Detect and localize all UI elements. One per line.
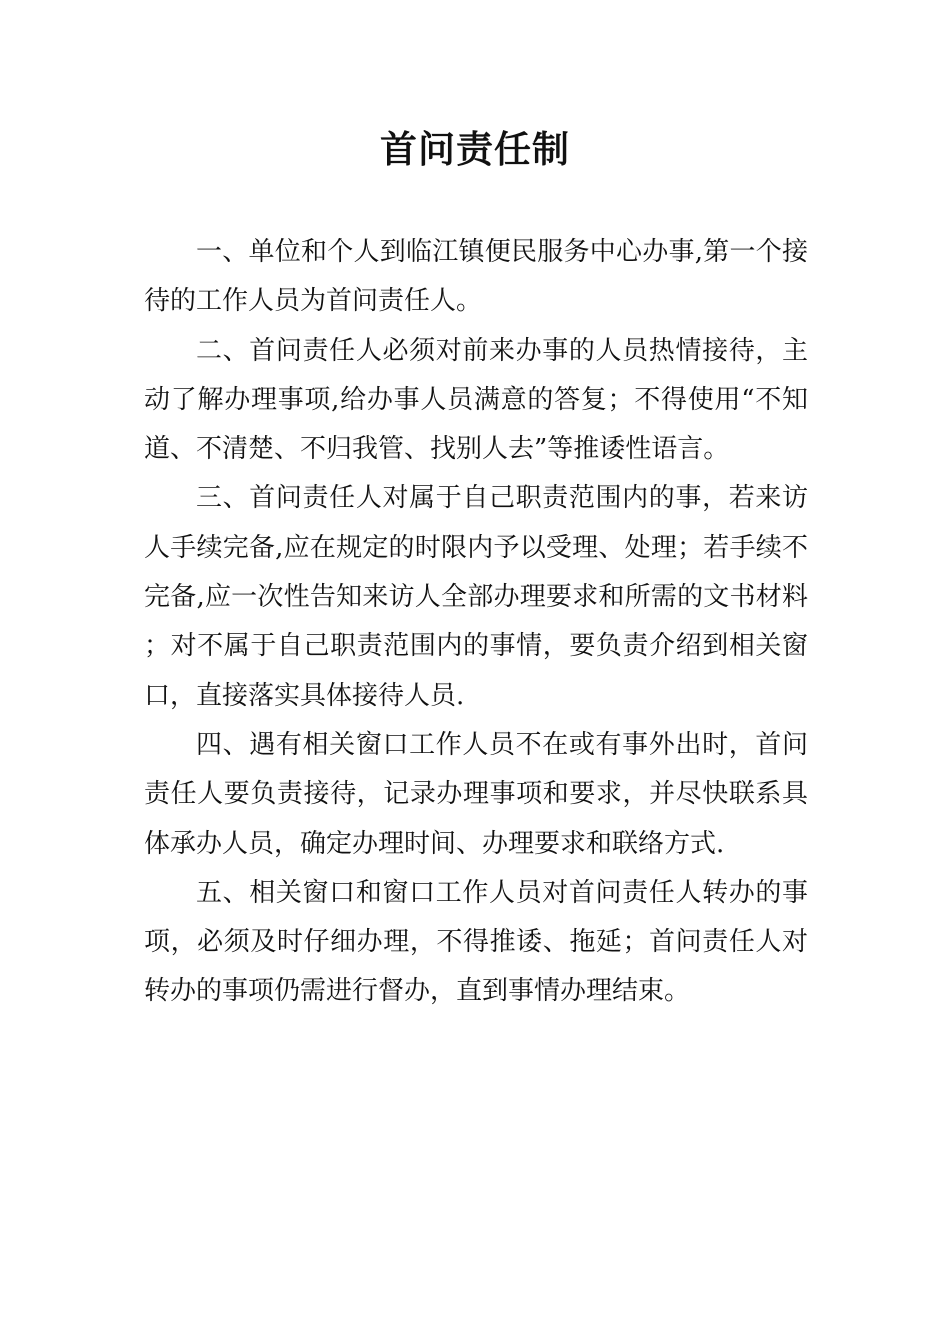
- document-title: 首问责任制: [380, 127, 570, 171]
- paragraph-1: 一、单位和个人到临江镇便民服务中心办事,第一个接待的工作人员为首问责任人。: [144, 237, 808, 317]
- paragraph-2: 二、首问责任人必须对前来办事的人员热情接待，主动了解办理事项,给办事人员满意的答复；不得使用“不知道、不清楚、不归我管、找别人去”等推诿性语言。: [144, 335, 808, 465]
- paragraph-3: 三、首问责任人对属于自己职责范围内的事，若来访人手续完备,应在规定的时限内予以受理、处理；若手续不完备,应一次性告知来访人全部办理要求和所需的文书材料；对不属于自己职责范围内的事情，要负责介绍到相关窗口，直接落实具体接待人员.: [144, 483, 808, 711]
- paragraph-5: 五、相关窗口和窗口工作人员对首问责任人转办的事项，必须及时仔细办理，不得推诿、拖延；首问责任人对转办的事项仍需进行督办，直到事情办理结束。: [144, 877, 808, 1007]
- document-body: [144, 228, 808, 1017]
- paragraph-4: 四、遇有相关窗口工作人员不在或有事外出时，首问责任人要负责接待，记录办理事项和要求，并尽快联系具体承办人员，确定办理时间、办理要求和联络方式.: [144, 729, 808, 859]
